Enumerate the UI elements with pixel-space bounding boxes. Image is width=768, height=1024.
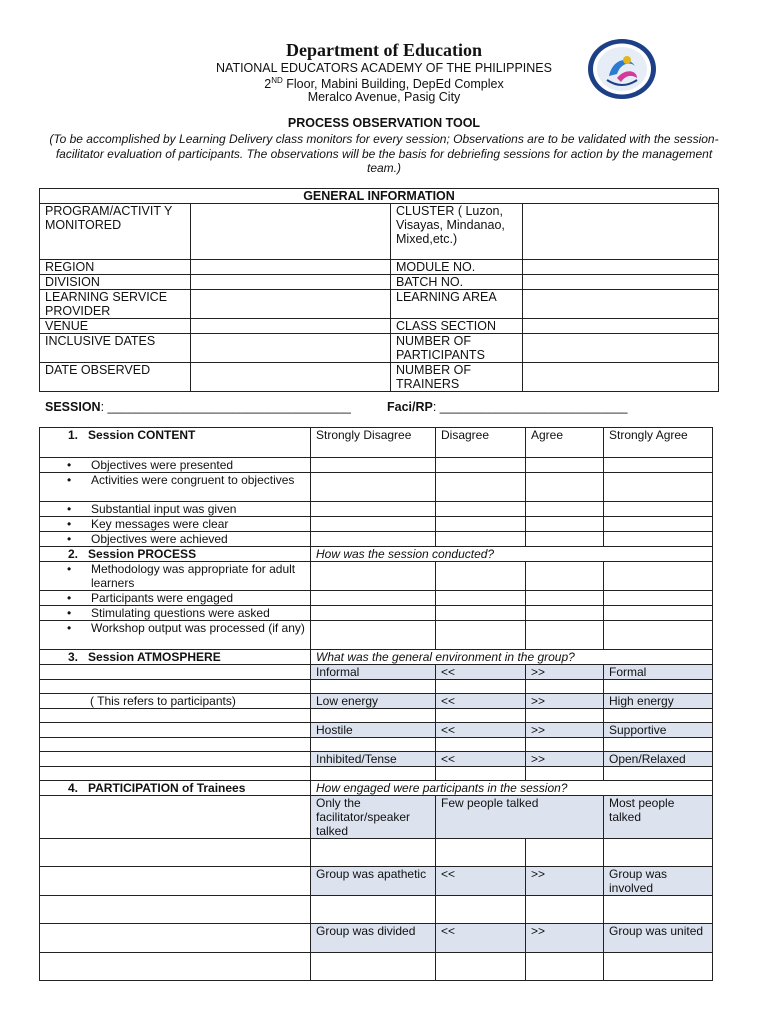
rating-cell[interactable]: [604, 621, 713, 650]
section-content-title: 1. Session CONTENT: [40, 428, 311, 458]
rating-cell[interactable]: [311, 709, 436, 723]
gi-field-venue[interactable]: [191, 319, 391, 334]
rating-cell[interactable]: [526, 896, 604, 924]
scale-arrow-right: >>: [526, 694, 604, 709]
rating-cell[interactable]: [604, 709, 713, 723]
rating-cell[interactable]: [604, 532, 713, 547]
scale-arrow-right: >>: [526, 867, 604, 896]
gi-label-participants: NUMBER OF PARTICIPANTS: [391, 334, 523, 363]
rating-cell[interactable]: [436, 953, 526, 981]
rating-cell[interactable]: [311, 591, 436, 606]
table-row: [40, 953, 713, 981]
scale-arrow-left: <<: [436, 665, 526, 680]
rating-cell[interactable]: [311, 953, 436, 981]
general-information-heading: GENERAL INFORMATION: [40, 189, 719, 204]
table-row: [40, 458, 713, 473]
gi-label-provider: LEARNING SERVICE PROVIDER: [40, 290, 191, 319]
item-stimulating-questions: • Stimulating questions were asked: [40, 606, 311, 621]
table-row: [40, 767, 713, 781]
rating-cell[interactable]: [526, 621, 604, 650]
rating-cell[interactable]: [526, 953, 604, 981]
scale-low-label: Only the facilitator/speaker talked: [311, 796, 436, 839]
faci-rp-field[interactable]: Faci/RP: ___________________________: [387, 400, 628, 414]
table-row: [40, 738, 713, 752]
item-workshop-output: • Workshop output was processed (if any): [40, 621, 311, 650]
section-process-header-row: [40, 547, 713, 562]
item-substantial-input: • Substantial input was given: [40, 502, 311, 517]
gi-label-module: MODULE NO.: [391, 260, 523, 275]
scale-high-label: Most people talked: [604, 796, 713, 839]
rating-cell[interactable]: [311, 839, 436, 867]
rating-cell[interactable]: [604, 562, 713, 591]
rating-cell[interactable]: [604, 606, 713, 621]
scale-arrow-left: <<: [436, 723, 526, 738]
scale-high-label: Group was involved: [604, 867, 713, 896]
scale-high-label: Formal: [604, 665, 713, 680]
section-atmosphere-title: 3. Session ATMOSPHERE: [40, 650, 311, 665]
gi-label-batch: BATCH NO.: [391, 275, 523, 290]
rating-cell[interactable]: [436, 562, 526, 591]
rating-cell[interactable]: [436, 458, 526, 473]
gi-label-trainers: NUMBER OF TRAINERS: [391, 363, 523, 392]
table-row: [40, 591, 713, 606]
item-objectives-presented: • Objectives were presented: [40, 458, 311, 473]
table-row: [40, 896, 713, 924]
scale-arrow-left: <<: [436, 694, 526, 709]
rating-cell[interactable]: [526, 839, 604, 867]
table-row: [40, 502, 713, 517]
gi-field-module[interactable]: [523, 260, 719, 275]
rating-cell[interactable]: [311, 532, 436, 547]
gi-label-region: REGION: [40, 260, 191, 275]
scale-high-label: Group was united: [604, 924, 713, 953]
gi-field-program[interactable]: [191, 204, 391, 260]
rating-cell[interactable]: [526, 502, 604, 517]
rating-cell[interactable]: [311, 896, 436, 924]
item-participants-engaged: • Participants were engaged: [40, 591, 311, 606]
scale-high-label: Supportive: [604, 723, 713, 738]
item-objectives-achieved: • Objectives were achieved: [40, 532, 311, 547]
gi-field-inclusive-dates[interactable]: [191, 334, 391, 363]
rating-cell[interactable]: [436, 709, 526, 723]
rating-cell[interactable]: [526, 458, 604, 473]
gi-field-class-section[interactable]: [523, 319, 719, 334]
rating-cell[interactable]: [604, 680, 713, 694]
observation-table: [39, 427, 713, 981]
scale-low-label: Inhibited/Tense: [311, 752, 436, 767]
item-key-messages: • Key messages were clear: [40, 517, 311, 532]
scale-high-label: High energy: [604, 694, 713, 709]
academy-name: NATIONAL EDUCATORS ACADEMY OF THE PHILIPPINES: [216, 61, 552, 75]
rating-cell[interactable]: [436, 473, 526, 502]
table-row: [40, 665, 713, 680]
gi-field-trainers[interactable]: [523, 363, 719, 392]
scale-arrow-left: <<: [436, 752, 526, 767]
rating-cell[interactable]: [604, 896, 713, 924]
rating-cell[interactable]: [311, 562, 436, 591]
scale-low-label: Group was divided: [311, 924, 436, 953]
column-strongly-disagree: Strongly Disagree: [311, 428, 436, 458]
rating-cell[interactable]: [604, 502, 713, 517]
scale-low-label: Hostile: [311, 723, 436, 738]
rating-cell[interactable]: [311, 517, 436, 532]
rating-cell[interactable]: [311, 680, 436, 694]
table-row: [40, 723, 713, 738]
rating-cell[interactable]: [436, 591, 526, 606]
column-disagree: Disagree: [436, 428, 526, 458]
table-row: [40, 709, 713, 723]
rating-cell[interactable]: [526, 680, 604, 694]
rating-cell[interactable]: [604, 517, 713, 532]
gi-field-date-observed[interactable]: [191, 363, 391, 392]
scale-arrow-right: >>: [526, 723, 604, 738]
table-row: [40, 924, 713, 953]
scale-arrow-left: <<: [436, 924, 526, 953]
session-field[interactable]: SESSION: ___________________________________: [45, 400, 351, 414]
rating-cell[interactable]: [604, 767, 713, 781]
neap-seal-icon: [587, 38, 657, 100]
column-strongly-agree: Strongly Agree: [604, 428, 713, 458]
rating-cell[interactable]: [604, 738, 713, 752]
table-row: [40, 839, 713, 867]
general-information-table: [39, 188, 719, 392]
section-participation-question: How engaged were participants in the session?: [311, 781, 713, 796]
gi-label-venue: VENUE: [40, 319, 191, 334]
table-row: [40, 621, 713, 650]
gi-field-region[interactable]: [191, 260, 391, 275]
rating-cell[interactable]: [526, 709, 604, 723]
rating-cell[interactable]: [526, 532, 604, 547]
department-name: Department of Education: [286, 40, 482, 60]
table-row: [40, 473, 713, 502]
table-row: [40, 796, 713, 839]
gi-field-batch[interactable]: [523, 275, 719, 290]
rating-cell[interactable]: [436, 606, 526, 621]
table-row: [40, 517, 713, 532]
scale-arrow-right: >>: [526, 752, 604, 767]
gi-field-provider[interactable]: [191, 290, 391, 319]
scale-low-label: Informal: [311, 665, 436, 680]
scale-arrow-right: >>: [526, 924, 604, 953]
table-row: [40, 532, 713, 547]
gi-field-learning-area[interactable]: [523, 290, 719, 319]
table-row: [40, 867, 713, 896]
rating-cell[interactable]: [436, 621, 526, 650]
rating-cell[interactable]: [526, 591, 604, 606]
gi-label-program: PROGRAM/ACTIVIT Y MONITORED: [40, 204, 191, 260]
section-participation-title: 4. PARTICIPATION of Trainees: [40, 781, 311, 796]
scale-low-label: Group was apathetic: [311, 867, 436, 896]
rating-cell[interactable]: [436, 502, 526, 517]
rating-cell[interactable]: [311, 458, 436, 473]
rating-cell[interactable]: [311, 502, 436, 517]
section-atmosphere-question: What was the general environment in the group?: [311, 650, 713, 665]
rating-cell[interactable]: [526, 738, 604, 752]
rating-cell[interactable]: [436, 738, 526, 752]
document-title: PROCESS OBSERVATION TOOL: [287, 116, 481, 130]
rating-cell[interactable]: [526, 767, 604, 781]
gi-label-date-observed: DATE OBSERVED: [40, 363, 191, 392]
section-content-header-row: [40, 428, 713, 458]
scale-mid-label: Few people talked: [436, 796, 604, 839]
rating-cell[interactable]: [604, 953, 713, 981]
address-line-2: Meralco Avenue, Pasig City: [307, 90, 461, 104]
table-row: [40, 680, 713, 694]
atmosphere-note: ( This refers to participants): [40, 694, 311, 709]
gi-label-class-section: CLASS SECTION: [391, 319, 523, 334]
section-process-title: 2. Session PROCESS: [40, 547, 311, 562]
gi-label-division: DIVISION: [40, 275, 191, 290]
rating-cell[interactable]: [604, 839, 713, 867]
gi-label-cluster: CLUSTER ( Luzon, Visayas, Mindanao, Mixed,etc.): [391, 204, 523, 260]
rating-cell[interactable]: [604, 473, 713, 502]
item-methodology: • Methodology was appropriate for adult learners: [40, 562, 311, 591]
section-participation-header-row: [40, 781, 713, 796]
rating-cell[interactable]: [311, 606, 436, 621]
scale-low-label: Low energy: [311, 694, 436, 709]
section-process-question: How was the session conducted?: [311, 547, 713, 562]
address-line-1: 2ND Floor, Mabini Building, DepEd Complex: [264, 76, 504, 92]
gi-field-division[interactable]: [191, 275, 391, 290]
document-instructions: (To be accomplished by Learning Delivery class monitors for every session; Observations are to be validated with the session-facilitator evaluation of participants. The observations will be the basis for debriefing sessions for action by the management team.): [49, 132, 719, 175]
table-row: [40, 562, 713, 591]
table-row: [40, 694, 713, 709]
rating-cell[interactable]: [436, 517, 526, 532]
gi-label-inclusive-dates: INCLUSIVE DATES: [40, 334, 191, 363]
rating-cell[interactable]: [436, 680, 526, 694]
rating-cell[interactable]: [436, 839, 526, 867]
rating-cell[interactable]: [604, 591, 713, 606]
gi-field-cluster[interactable]: [523, 204, 719, 260]
rating-cell[interactable]: [604, 458, 713, 473]
scale-arrow-right: >>: [526, 665, 604, 680]
table-row: [40, 606, 713, 621]
rating-cell[interactable]: [311, 767, 436, 781]
rating-cell[interactable]: [526, 517, 604, 532]
gi-label-learning-area: LEARNING AREA: [391, 290, 523, 319]
column-agree: Agree: [526, 428, 604, 458]
rating-cell[interactable]: [526, 473, 604, 502]
rating-cell[interactable]: [436, 767, 526, 781]
rating-cell[interactable]: [526, 562, 604, 591]
rating-cell[interactable]: [311, 738, 436, 752]
rating-cell[interactable]: [311, 473, 436, 502]
rating-cell[interactable]: [436, 532, 526, 547]
scale-high-label: Open/Relaxed: [604, 752, 713, 767]
rating-cell[interactable]: [436, 896, 526, 924]
rating-cell[interactable]: [311, 621, 436, 650]
section-atmosphere-header-row: [40, 650, 713, 665]
gi-field-participants[interactable]: [523, 334, 719, 363]
rating-cell[interactable]: [526, 606, 604, 621]
item-activities-congruent: • Activities were congruent to objectives: [40, 473, 311, 502]
scale-arrow-left: <<: [436, 867, 526, 896]
table-row: [40, 752, 713, 767]
